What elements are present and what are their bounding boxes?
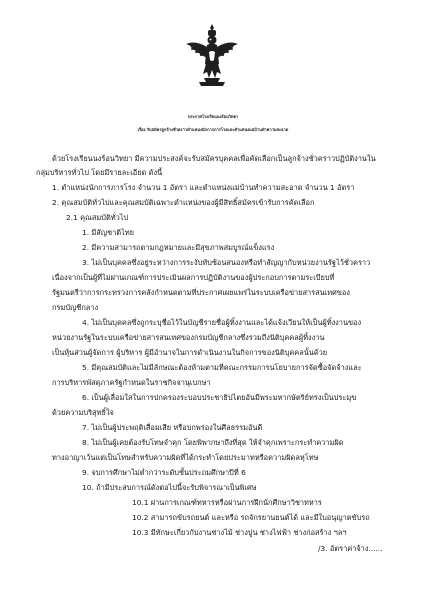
garuda-emblem-icon: [183, 22, 241, 88]
body-line: ทางอาญาเว้นแต่เป็นโทษสำหรับความผิดที่ได้กระทำโดยประมาทหรือความผิดลหุโทษ: [52, 453, 319, 462]
body-line: 2.1 คุณสมบัติทั่วไป: [66, 213, 129, 222]
body-line: รัฐมนตรีว่าการกระทรวงการคลังกำหนดตามที่ประกาศเผยแพร่ในระบบเครือข่ายสารสนเทศของ: [52, 288, 350, 297]
body-line: 8. ไม่เป็นผู้เคยต้องรับโทษจำคุก โดยพิพากษาถึงที่สุด ให้จำคุกเพราะกระทำความผิด: [82, 438, 344, 447]
announcement-subject: เรื่อง รับสมัครลูกจ้างชั่วคราวตำแหน่งนักการภารโรงและตำแหน่งแม่บ้านทำความสะอาด: [137, 127, 289, 132]
body-line: 3. ไม่เป็นบุคคลซึ่งอยู่ระหว่างการระงับทับซ้อนสนองหรือทำสัญญากับหน่วยงานรัฐไว้ชั่วคราว: [82, 258, 371, 267]
body-line: 1. มีสัญชาติไทย: [82, 228, 134, 237]
body-line: 2. มีความสามารถตามกฎหมายและมีสุขภาพสมบูรณ์แข็งแรง: [82, 243, 275, 252]
continuation-note: /3. อัตราค่าจ้าง......: [318, 544, 383, 553]
body-line: ด้วยโรงเรียนนงร้อนวิทยา มีความประสงค์จะรับสมัครบุคคลเพื่อคัดเลือกเป็นลูกจ้างชั่วคราวปฏิบัติงานใน: [52, 154, 376, 163]
body-line: หน่วยงานรัฐในระบบเครือข่ายสารสนเทศของกรมบัญชีกลางซึ่งรวมถึงนิติบุคคลผู้ทิ้งงาน: [52, 333, 325, 342]
body-line: 10.2 สามารถขับรถยนต์ และหรือ รถจักรยานยนต์ได้ และมีใบอนุญาตขับรถ: [132, 513, 370, 522]
body-line: กรมบัญชีกลาง: [52, 303, 99, 312]
body-line: 10. ถ้ามีประสบการณ์ดังต่อไปนี้จะรับพิจารณาเป็นพิเศษ: [82, 483, 257, 492]
body-line: 10.3 มีทักษะเกี่ยวกับงานช่างไม้ ช่างปูน ช่างไฟฟ้า ช่างก่อสร้าง ฯลฯ: [132, 528, 347, 537]
announcement-title: ประกาศโรงเรียนนงร้อนวิทยา: [187, 114, 239, 119]
body-line: 1. ตำแหน่งนักการภารโรง จำนวน 1 อัตรา และตำแหน่งแม่บ้านทำความสะอาด จำนวน 1 อัตรา: [52, 183, 355, 192]
body-line: 2. คุณสมบัติทั่วไปและคุณสมบัติเฉพาะตำแหน่งของผู้มีสิทธิ์สมัครเข้ารับการคัดเลือก: [52, 198, 315, 207]
body-line: 6. เป็นผู้เลื่อมใสในการปกครองระบอบประชาธิปไตยอันมีพระมหากษัตริย์ทรงเป็นประมุข: [82, 393, 357, 402]
body-line: 9. จบการศึกษาไม่ต่ำกว่าระดับชั้นประถมศึกษาปีที่ 6: [82, 468, 246, 477]
body-line: 4. ไม่เป็นบุคคลซึ่งถูกระบุชื่อไว้ในบัญชีรายชื่อผู้ทิ้งงานและได้แจ้งเวียนให้เป็นผู้ทิ้งงานของ: [82, 318, 362, 327]
body-line: ด้วยความบริสุทธิ์ใจ: [52, 408, 114, 417]
body-line: กลุ่มบริหารทั่วไป โดยมีรายละเอียด ดังนี้: [36, 168, 163, 177]
body-line: 7. ไม่เป็นผู้ประพฤติเสื่อมเสีย หรือบกพร่องในศีลธรรมอันดี: [82, 423, 263, 432]
body-line: 5. มีคุณสมบัติและไม่มีลักษณะต้องห้ามตามที่คณะกรรมการนโยบายการจัดซื้อจัดจ้างและ: [82, 363, 362, 372]
body-line: การบริหารพัสดุภาครัฐกำหนดในราชกิจจานุเบกษา: [52, 378, 211, 387]
body-line: เป็นหุ้นส่วนผู้จัดการ ผู้บริหาร ผู้มีอำนาจในการดำเนินงานในกิจการของนิติบุคคลนั้นด้วย: [52, 348, 328, 357]
body-line: 10.1 ผ่านการเกณฑ์ทหารหรือผ่านการฝึกนักศึกษาวิชาทหาร: [132, 498, 322, 507]
body-line: เนื่องจากเป็นผู้ที่ไม่ผ่านเกณฑ์การประเมินผลการปฏิบัติงานของผู้ประกอบการตามระเบียบที่: [52, 273, 335, 282]
